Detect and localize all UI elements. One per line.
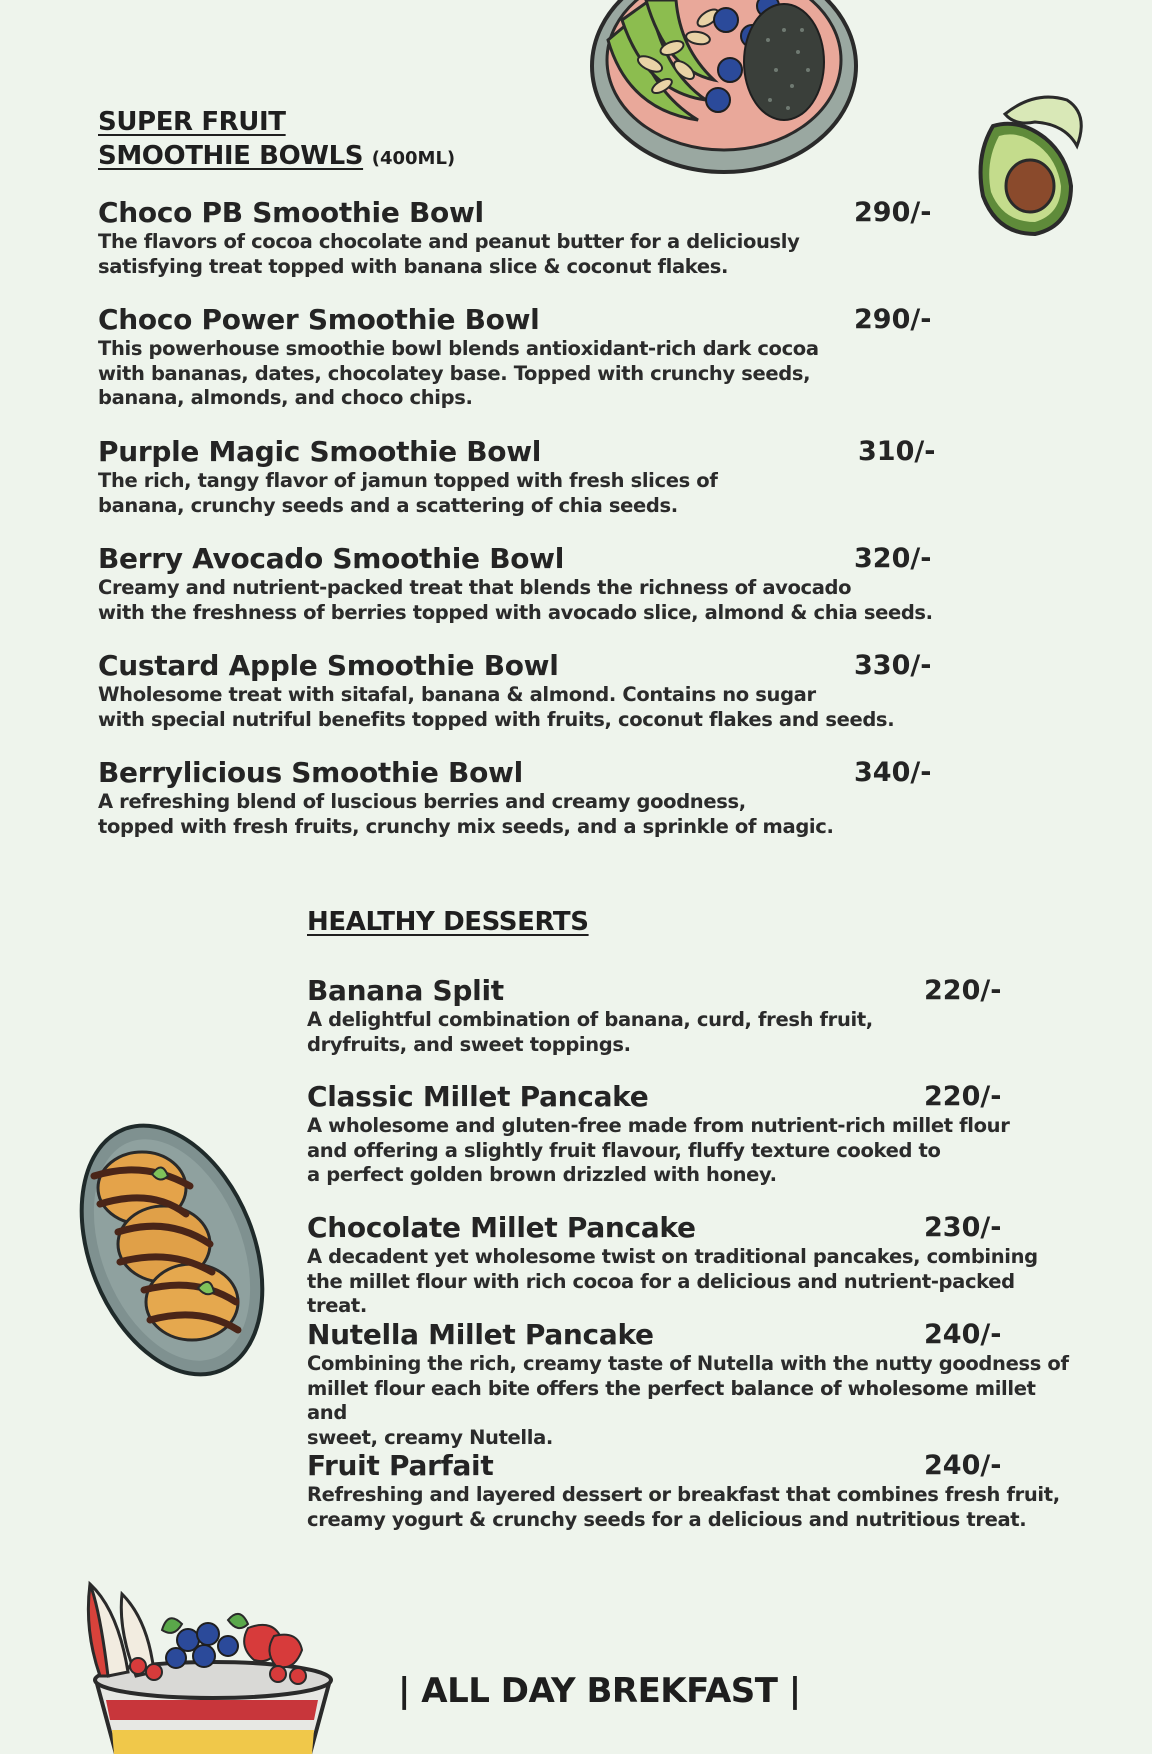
next-section-title: | ALL DAY BREKFAST | <box>398 1671 801 1711</box>
fruit-cup-illustration <box>78 1580 340 1754</box>
item-name: Classic Millet Pancake <box>307 1080 649 1113</box>
item-name: Purple Magic Smoothie Bowl <box>98 435 542 468</box>
menu-item <box>307 1080 1077 1190</box>
item-name: Chocolate Millet Pancake <box>307 1211 696 1244</box>
menu-item <box>98 435 938 525</box>
item-price: 310/- <box>858 436 936 467</box>
item-name: Custard Apple Smoothie Bowl <box>98 649 559 682</box>
item-price: 330/- <box>854 650 932 681</box>
item-price: 240/- <box>924 1450 1002 1481</box>
item-name: Fruit Parfait <box>307 1449 494 1482</box>
item-description: Creamy and nutrient-packed treat that blends the richness of avocado with the freshness of berries topped with avocado slice, almond & chia seeds. <box>98 576 933 624</box>
item-description: A decadent yet wholesome twist on traditional pancakes, combining the millet flour with rich cocoa for a delicious and nutrient-packed treat. <box>307 1245 1038 1317</box>
item-price: 230/- <box>924 1212 1002 1243</box>
item-name: Berry Avocado Smoothie Bowl <box>98 542 565 575</box>
menu-item <box>98 756 938 846</box>
item-description: The flavors of cocoa chocolate and peanut butter for a deliciously satisfying treat topped with banana slice & coconut flakes. <box>98 230 800 278</box>
avocado-illustration <box>975 86 1093 236</box>
item-description: A delightful combination of banana, curd, fresh fruit, dryfruits, and sweet toppings. <box>307 1008 873 1056</box>
section-unit: (400ML) <box>371 148 456 169</box>
item-description: Combining the rich, creamy taste of Nutella with the nutty goodness of millet flour each bite offers the perfect balance of wholesome millet and sweet, creamy Nutella. <box>307 1352 1069 1449</box>
menu-item <box>307 1318 1077 1449</box>
smoothie-bowl-illustration <box>588 0 860 176</box>
pancake-plate-illustration <box>64 1120 284 1382</box>
item-name: Choco PB Smoothie Bowl <box>98 196 484 229</box>
desserts-section-title <box>307 905 589 939</box>
item-price: 290/- <box>854 197 932 228</box>
menu-item <box>98 196 938 286</box>
item-price: 290/- <box>854 304 932 335</box>
item-description: Wholesome treat with sitafal, banana & almond. Contains no sugar with special nutriful benefits topped with fruits, coconut flakes and seeds. <box>98 683 895 731</box>
item-price: 220/- <box>924 1081 1002 1112</box>
item-description: A wholesome and gluten-free made from nutrient-rich millet flour and offering a slightly fruit flavour, fluffy texture cooked to a perfect golden brown drizzled with honey. <box>307 1114 1010 1186</box>
item-price: 340/- <box>854 757 932 788</box>
item-name: Berrylicious Smoothie Bowl <box>98 756 523 789</box>
item-name: Choco Power Smoothie Bowl <box>98 303 540 336</box>
menu-item <box>98 649 938 739</box>
item-description: Refreshing and layered dessert or breakfast that combines fresh fruit, creamy yogurt & crunchy seeds for a delicious and nutritious treat. <box>307 1483 1060 1531</box>
item-description: The rich, tangy flavor of jamun topped with fresh slices of banana, crunchy seeds and a scattering of chia seeds. <box>98 469 718 517</box>
item-price: 320/- <box>854 543 932 574</box>
menu-item <box>307 974 1077 1064</box>
menu-item <box>307 1211 1077 1317</box>
menu-item <box>307 1449 1077 1539</box>
smoothie-section-title <box>98 105 455 176</box>
item-description: This powerhouse smoothie bowl blends antioxidant-rich dark cocoa with bananas, dates, chocolatey base. Topped with crunchy seeds, banana, almonds, and choco chips. <box>98 337 819 409</box>
item-price: 240/- <box>924 1319 1002 1350</box>
item-price: 220/- <box>924 975 1002 1006</box>
menu-item <box>98 542 938 632</box>
section-title-line2: SMOOTHIE BOWLS <box>98 141 364 171</box>
section-title-line1: SUPER FRUIT <box>98 107 286 137</box>
section-title: HEALTHY DESSERTS <box>307 907 589 937</box>
menu-item <box>98 303 938 413</box>
item-description: A refreshing blend of luscious berries and creamy goodness, topped with fresh fruits, crunchy mix seeds, and a sprinkle of magic. <box>98 790 834 838</box>
item-name: Banana Split <box>307 974 504 1007</box>
item-name: Nutella Millet Pancake <box>307 1318 654 1351</box>
